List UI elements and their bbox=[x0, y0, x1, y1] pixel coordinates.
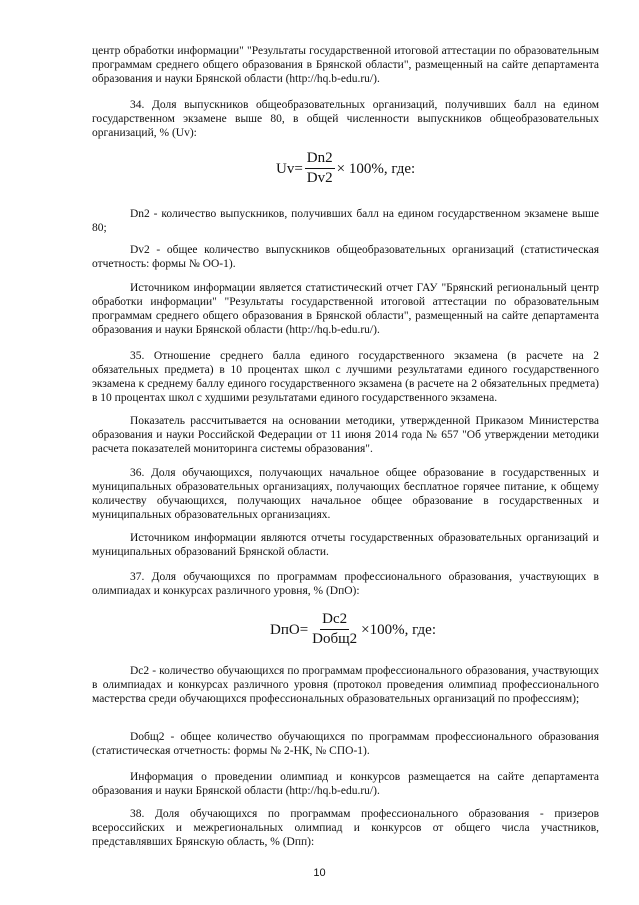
paragraph-source-1: Источником информации является статистический отчет ГАУ "Брянский региональный центр обработки информации" "Результаты государственной итоговой аттестации по образовательным программам среднего общего образования в Брянской области", размещенный на сайте департамента образования и науки Брянской области (http://hq.b-edu.ru/). bbox=[92, 282, 599, 336]
page-number: 10 bbox=[313, 867, 326, 879]
formula-dpo-rhs: ×100%, где: bbox=[361, 621, 436, 638]
paragraph-dv2-definition: Dv2 - общее количество выпускников общеобразовательных организаций (статистическая отчетность: формы № ОО-1). bbox=[92, 244, 599, 270]
formula-dpo-fraction bbox=[310, 611, 359, 648]
paragraph-dc2-definition: Dc2 - количество обучающихся по программам профессионального образования, участвующих в олимпиадах и конкурсах различного уровня (протокол проведения олимпиад профессионального мастерства среди обучающихся профессиональных образовательных организаций по профессиям); bbox=[92, 665, 599, 705]
formula-uv-lhs: Uv= bbox=[276, 160, 303, 177]
paragraph-olympiad-info: Информация о проведении олимпиад и конкурсов размещается на сайте департамента образования и науки Брянской области (http://hq.b-edu.ru/). bbox=[92, 771, 599, 797]
formula-dpo-numerator: Dc2 bbox=[320, 611, 349, 630]
paragraph-item-35: 35. Отношение среднего балла единого государственного экзамена (в расчете на 2 обязательных предмета) в 10 процентах школ с лучшими результатами единого государственного экзамена к среднему баллу единого государственного экзамена (в расчете на 2 обязательных предмета) в 10 процентах школ с худшими результатами единого государственного экзамена. bbox=[92, 350, 599, 404]
paragraph-item-34: 34. Доля выпускников общеобразовательных организаций, получивших балл на едином государственном экзамене выше 80, в общей численности выпускников общеобразовательных организаций, % (Uv): bbox=[92, 99, 599, 139]
paragraph-item-36: 36. Доля обучающихся, получающих начальное общее образование в государственных и муниципальных образовательных организациях, получающих бесплатное горячее питание, к общему количеству обучающихся, получающих начальное общее образование в государственных и муниципальных образовательных организациях. bbox=[92, 467, 599, 521]
paragraph-dn2-definition: Dn2 - количество выпускников, получивших балл на едином государственном экзамене выше 80; bbox=[92, 208, 599, 234]
paragraph-source-2: Источником информации являются отчеты государственных образовательных организаций и муниципальных образований Брянской области. bbox=[92, 532, 599, 558]
formula-uv-denominator: Dv2 bbox=[306, 170, 333, 186]
formula-dpo-denominator: Dобщ2 bbox=[312, 631, 358, 647]
paragraph-top-continuation: центр обработки информации" "Результаты государственной итоговой аттестации по образовательным программам среднего общего образования в Брянской области", размещенный на сайте департамента образования и науки Брянской области (http://hq.b-edu.ru/). bbox=[92, 45, 599, 85]
paragraph-dobsh2-definition: Dобщ2 - общее количество обучающихся по программам профессионального образования (статистическая отчетность: формы № 2-НК, № СПО-1). bbox=[92, 731, 599, 757]
formula-dpo bbox=[270, 611, 436, 648]
paragraph-methodology: Показатель рассчитывается на основании методики, утвержденной Приказом Министерства образования и науки Российской Федерации от 11 июня 2014 года № 657 "Об утверждении методики расчета показателей мониторинга системы образования". bbox=[92, 415, 599, 455]
formula-uv bbox=[276, 150, 415, 187]
paragraph-item-38: 38. Доля обучающихся по программам профессионального образования - призеров всероссийских и межрегиональных олимпиад и конкурсов от общего числа участников, представлявших Брянскую область, % (Dпп): bbox=[92, 808, 599, 848]
formula-dpo-lhs: DпО= bbox=[270, 621, 309, 638]
paragraph-item-37: 37. Доля обучающихся по программам профессионального образования, участвующих в олимпиадах и конкурсах различного уровня, % (DпО): bbox=[92, 571, 599, 597]
formula-uv-numerator: Dn2 bbox=[305, 150, 335, 169]
formula-uv-fraction bbox=[305, 150, 335, 187]
formula-uv-rhs: × 100%, где: bbox=[336, 160, 416, 177]
